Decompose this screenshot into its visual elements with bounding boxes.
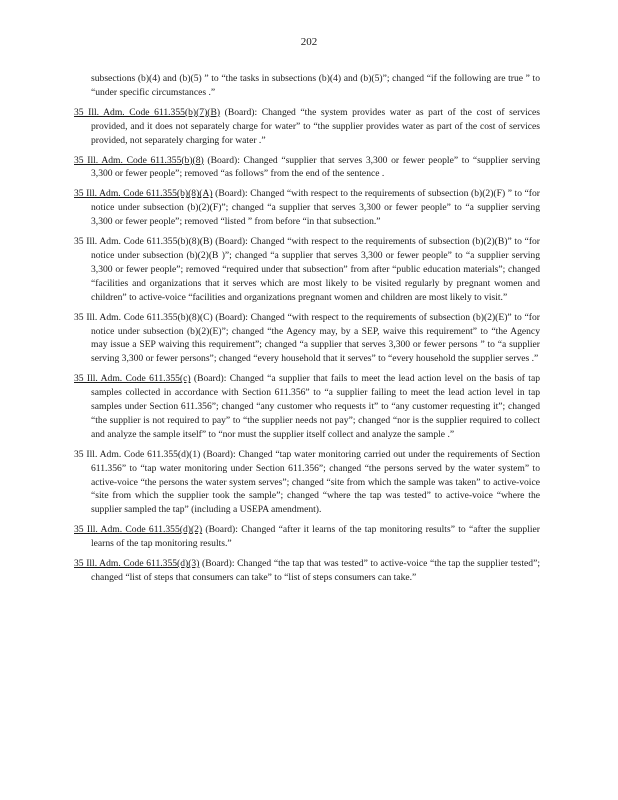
entry-611-355-b-8-A — [74, 187, 540, 229]
entry-citation: 35 Ill. Adm. Code 611.355(d)(1) — [74, 448, 201, 460]
page-number: 202 — [300, 36, 318, 48]
entry-citation: 35 Ill. Adm. Code 611.355(b)(8)(B) — [74, 236, 213, 248]
entry-text: (Board): Changed “the system provides water as part of the cost of services provided, and it does not separately charge for water” to “the supplier provides water as part of the cost of services provided, not separately charging for water .” — [91, 106, 540, 146]
entry-citation: 35 Ill. Adm. Code 611.355(b)(8) — [74, 154, 204, 166]
entry-611-355-b-7-B — [74, 106, 540, 148]
entry-citation: 35 Ill. Adm. Code 611.355(c) — [74, 373, 191, 385]
entry-text: (Board): Changed “with respect to the requirements of subsection (b)(2)(F) ” to “for notice under subsection (b)(2)(F)”; changed “a supplier that serves 3,300 or fewer people” to “a supplier serving 3,300 or fewer people”; removed “listed ” from before “in that subsection.” — [91, 188, 540, 228]
entry-text: subsections (b)(4) and (b)(5) ” to “the tasks in subsections (b)(4) and (b)(5)”; changed “if the following are true ” to “under specific circumstances .” — [91, 73, 540, 98]
entry-text: (Board): Changed “with respect to the requirements of subsection (b)(2)(E)” to “for notice under subsection (b)(2)(E)”; changed “the Agency may, by a SEP, waive this requirement” to “the Agency may issue a SEP waiving this requirement”; changed “a supplier that serves 3,300 or fewer persons ” to “a supplier serving 3,300 or fewer persons”; changed “every household that it serves” to “every household the supplier serves .” — [91, 311, 540, 365]
entry-text: (Board): Changed “with respect to the requirements of subsection (b)(2)(B)” to “for notice under subsection (b)(2)(B )”; changed “a supplier that serves 3,300 or fewer people” to “a supplier serving 3,300 or fewer people”; removed “required under that subsection” from after “public education materials”; changed “facilities and organizations that it serves which are most likely to be visited regularly by pregnant women and children” to active-voice “facilities and organizations pregnant women and children are most likely to visit.” — [91, 236, 541, 303]
entry-text: (Board): Changed “tap water monitoring carried out under the requirements of Section 611.356” to “tap water monitoring under Section 611.356”; changed “the persons served by the water system” to active-voice “the persons the water system serves”; changed “site from which the sample was taken” to active-voice “site from which the supplier took the sample”; changed “where the tap was tested” to active-voice “where the supplier sampled the tap” (including a USEPA amendment). — [91, 448, 540, 516]
entry-611-355-d-2 — [74, 523, 540, 551]
entry-611-355-b-8 — [74, 154, 540, 182]
entry-citation: 35 Ill. Adm. Code 611.355(b)(8)(A) — [74, 188, 213, 200]
entry-citation: 35 Ill. Adm. Code 611.355(b)(8)(C) — [74, 311, 213, 323]
entry-611-355-d-1 — [74, 448, 540, 518]
entry-text: (Board): Changed “supplier that serves 3,300 or fewer people” to “supplier serving 3,300 or fewer people”; removed “as follows” from the end of the sentence . — [91, 154, 540, 180]
entry-citation: 35 Ill. Adm. Code 611.355(d)(2) — [74, 524, 203, 536]
entry-text: (Board): Changed “a supplier that fails to meet the lead action level on the basis of tap samples collected in accordance with Section 611.356” to “a supplier failing to meet the lead action level in tap samples under Section 611.356”; changed “any customer who requests it” to “any customer requesting it”; changed “the supplier is not required to pay” to “the supplier needs not pay”; changed “nor is the supplier required to collect and analyze the sample itself” to “nor must the supplier itself collect and analyze the sample .” — [91, 373, 541, 440]
entry-611-355-d-3 — [74, 557, 540, 585]
entry-611-355-c — [74, 372, 540, 442]
entry-611-355-b-8-C — [74, 311, 540, 367]
entry-citation: 35 Ill. Adm. Code 611.355(b)(7)(B) — [74, 106, 221, 118]
document-body — [74, 72, 540, 591]
entry-citation: 35 Ill. Adm. Code 611.355(d)(3) — [74, 558, 200, 570]
entry-text: (Board): Changed “the tap that was tested” to active-voice “the tap the supplier tested”; changed “list of steps that consumers can take” to “list of steps consumers can take.” — [91, 558, 540, 583]
entry-continuation — [74, 72, 540, 100]
entry-text: (Board): Changed “after it learns of the tap monitoring results” to “after the supplier learns of the tap monitoring results.” — [91, 524, 540, 550]
entry-611-355-b-8-B — [74, 235, 540, 305]
